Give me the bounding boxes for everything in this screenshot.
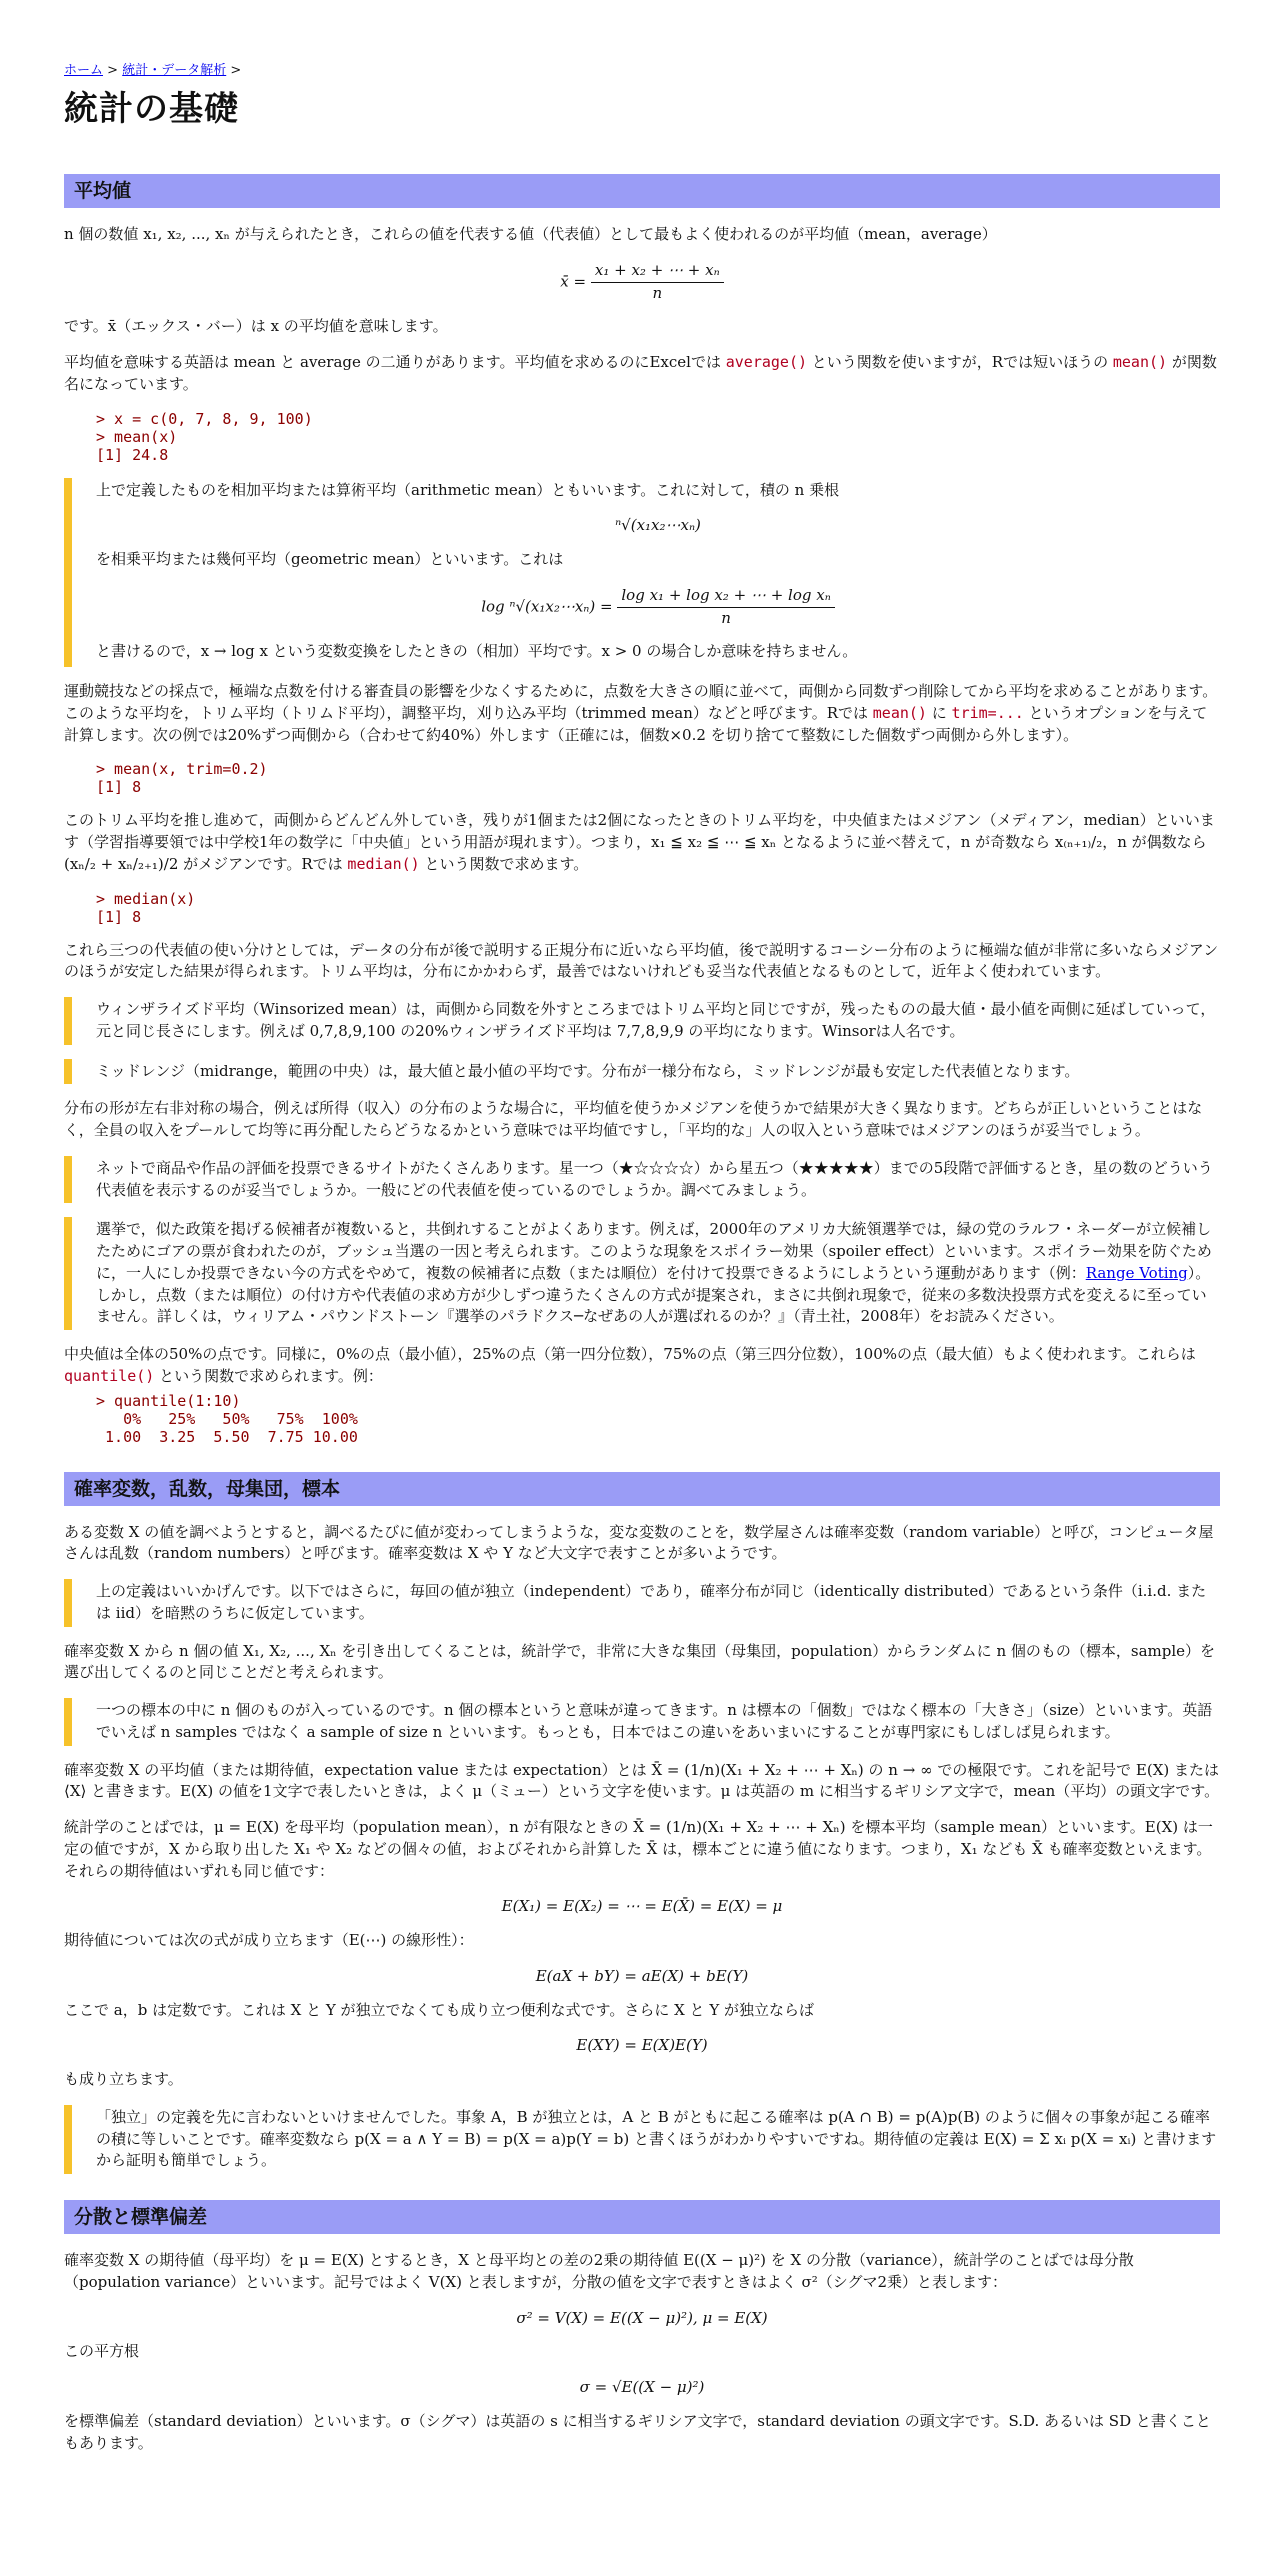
note-text: 上の定義はいいかげんです。以下ではさらに，毎回の値が独立（independent）であり，確率分布が同じ（identically distributed）であるという条件（i.i.d. または iid）を暗黙のうちに仮定しています。 bbox=[96, 1582, 1207, 1622]
code-block: > x = c(0, 7, 8, 9, 100) > mean(x) [1] 24.8 bbox=[96, 409, 313, 464]
range-voting-link[interactable]: Range Voting bbox=[1085, 1263, 1188, 1282]
breadcrumb-separator: > bbox=[230, 63, 242, 78]
paragraph: 中央値は全体の50%の点です。同様に，0%の点（最小値），25%の点（第一四分位数），75%の点（第三四分位数），100%の点（最大値）もよく使われます。これらは quantile() という関数で求められます。例： bbox=[64, 1345, 1196, 1385]
note-text: と書けるので，x → log x という変数変換をしたときの（相加）平均です。x > 0 の場合しか意味を持ちません。 bbox=[96, 642, 858, 661]
section-heading-variance: 分散と標準偏差 bbox=[64, 2200, 1220, 2234]
inline-code: median() bbox=[347, 854, 420, 873]
paragraph: 確率変数 X の期待値（母平均）を μ = E(X) とするとき，X と母平均との差の2乗の期待値 E((X − μ)²) を X の分散（variance），統計学のことばでは母分散（population variance）といいます。記号ではよく V(X) と表しますが，分散の値を文字で表すときはよく σ²（シグマ2乗）と表します： bbox=[64, 2251, 1134, 2291]
equation-standard-deviation: σ = √E((X − μ)²) bbox=[579, 2378, 705, 2397]
note-box bbox=[64, 1579, 1220, 1627]
note-text: 上で定義したものを相加平均または算術平均（arithmetic mean）ともいいます。これに対して，積の n 乗根 bbox=[96, 480, 840, 499]
note-text: 一つの標本の中に n 個のものが入っているのです。n 個の標本というと意味が違ってきます。n は標本の「個数」ではなく標本の「大きさ」（size）といいます。英語でいえば n samples ではなく a sample of size n といいます。もっとも，日本ではこの違いをあいまいにすることが専門家にもしばしば見られます。 bbox=[96, 1701, 1213, 1741]
paragraph: 分布の形が左右非対称の場合，例えば所得（収入）の分布のような場合に，平均値を使うかメジアンを使うかで結果が大きく異なります。どちらが正しいということはなく，全員の収入をプールして均等に再分配したらどうなるかという意味では平均値ですし，「平均的な」人の収入という意味ではメジアンのほうが妥当でしょう。 bbox=[64, 1099, 1203, 1140]
page-title: 統計の基礎 bbox=[64, 88, 239, 129]
paragraph: 期待値については次の式が成り立ちます（E(⋯) の線形性）： bbox=[64, 1931, 474, 1950]
note-box bbox=[64, 1059, 1220, 1085]
note-box bbox=[64, 1698, 1220, 1746]
paragraph: 運動競技などの採点で，極端な点数を付ける審査員の影響を少なくするために，点数を大きさの順に並べて，両側から同数ずつ削除してから平均を求めることがあります。このような平均を，トリム平均（トリムド平均），調整平均，刈り込み平均（trimmed mean）などと呼びます。Rでは mean() に trim=... というオプションを与えて計算します。次の例では20%ずつ両側から（合わせて約40%）外します（正確には，個数×0.2 を切り捨てて整数にした個数ずつ両側から外します）。 bbox=[64, 682, 1218, 744]
code-block: > quantile(1:10) 0% 25% 50% 75% 100% 1.00 3.25 5.50 7.75 10.00 bbox=[96, 1391, 358, 1446]
equation-linearity: E(aX + bY) = aE(X) + bE(Y) bbox=[535, 1966, 749, 1985]
paragraph: も成り立ちます。 bbox=[64, 2070, 183, 2089]
note-text: を相乗平均または幾何平均（geometric mean）といいます。これは bbox=[96, 550, 564, 569]
note-box bbox=[64, 1156, 1220, 1204]
note-box bbox=[64, 997, 1220, 1045]
paragraph: ある変数 X の値を調べようとすると，調べるたびに値が変わってしまうような，変な変数のことを，数学屋さんは確率変数（random variable）と呼び，コンピュータ屋さんは乱数（random numbers）と呼びます。確率変数は X や Y など大文字で表すことが多いようです。 bbox=[64, 1522, 1214, 1563]
paragraph: 統計学のことばでは，μ = E(X) を母平均（population mean），n が有限なときの X̄ = (1/n)(X₁ + X₂ + ⋯ + Xₙ) を標本平均（sample mean）といいます。E(X) は一定の値ですが，X から取り出した X₁ や X₂ などの個々の値，およびそれから計算した X̄ は，標本ごとに違う値になります。つまり，X₁ なども X̄ も確率変数といえます。それらの期待値はいずれも同じ値です： bbox=[64, 1818, 1213, 1880]
paragraph: ここで a，b は定数です。これは X と Y が独立でなくても成り立つ便利な式です。さらに X と Y が独立ならば bbox=[64, 2000, 814, 2019]
paragraph: これら三つの代表値の使い分けとしては，データの分布が後で説明する正規分布に近いなら平均値，後で説明するコーシー分布のように極端な値が非常に多いならメジアンのほうが安定した結果が得られます。トリム平均は，分布にかかわらず，最善ではないけれども妥当な代表値となるものとして，近年よく使われています。 bbox=[64, 940, 1219, 981]
equation-geometric-root: ⁿ√(x₁x₂⋯xₙ) bbox=[615, 516, 701, 535]
breadcrumb-separator: > bbox=[107, 63, 119, 78]
note-text: ネットで商品や作品の評価を投票できるサイトがたくさんあります。星一つ（★☆☆☆☆）から星五つ（★★★★★）までの5段階で評価するとき，星の数のどういう代表値を表示するのが妥当でしょうか。一般にどの代表値を使っているのでしょうか。調べてみましょう。 bbox=[96, 1158, 1213, 1199]
section-heading-random-variables: 確率変数，乱数，母集団，標本 bbox=[64, 1472, 1220, 1506]
paragraph: です。x̄（エックス・バー）は x の平均値を意味します。 bbox=[64, 317, 448, 336]
note-text: ）。しかし，点数（または順位）の付け方や代表値の求め方が少しずつ違うたくさんの方式が提案され，まさに共倒れ現象で，従来の多数決投票方式を変えるに至っていません。詳しくは，ウィリアム・パウンドストーン『選挙のパラドクス─なぜあの人が選ばれるのか？』（青土社，2008年）をお読みください。 bbox=[96, 1263, 1211, 1326]
note-text: 選挙で，似た政策を掲げる候補者が複数いると，共倒れすることがよくあります。例えば，2000年のアメリカ大統領選挙では，緑の党のラルフ・ネーダーが立候補したためにゴアの票が食われたのが，ブッシュ当選の一因と考えられます。このような現象をスポイラー効果（spoiler effect）といいます。スポイラー効果を防ぐために，一人にしか投票できない今の方式をやめて，複数の候補者に点数（または順位）を付けて投票できるようにしようという運動があります（例： bbox=[96, 1220, 1212, 1282]
note-text: ウィンザライズド平均（Winsorized mean）は，両側から同数を外すところまではトリム平均と同じですが，残ったものの最大値・最小値を両側に延ばしていって，元と同じ長さにします。例えば 0,7,8,9,100 の20%ウィンザライズド平均は 7,7,8,9,9 の平均になります。Winsorは人名です。 bbox=[96, 1000, 1216, 1040]
inline-code: mean() bbox=[1112, 353, 1168, 372]
code-block: > median(x) [1] 8 bbox=[96, 889, 196, 926]
breadcrumb-home-link[interactable]: ホーム bbox=[64, 63, 104, 78]
note-box bbox=[64, 1217, 1220, 1330]
note-box bbox=[64, 2105, 1220, 2174]
paragraph: 確率変数 X から n 個の値 X₁, X₂, ..., Xₙ を引き出してくることは，統計学で，非常に大きな集団（母集団，population）からランダムに n 個のもの（標本，sample）を選び出してくるのと同じことだと考えられます。 bbox=[64, 1641, 1216, 1682]
equation-mean-definition: x̄ = $\frac{\text{x₁ + x₂ + ⋯ + xₙ}}{n}$ bbox=[64, 260, 1220, 305]
paragraph: このトリム平均を推し進めて，両側からどんどん外していき，残りが1個または2個になったときのトリム平均を，中央値またはメジアン（メディアン，median）といいます（学習指導要領では中学校1年の数学に「中央値」という用語が現れます）。つまり，x₁ ≦ x₂ ≦ ⋯ ≦ xₙ となるように並べ替えて，n が奇数なら x₍ₙ₊₁₎/₂，n が偶数なら (xₙ/₂ + xₙ/₂₊₁)/2 がメジアンです。Rでは median() という関数で求めます。 bbox=[64, 811, 1215, 873]
paragraph: n 個の数値 x₁, x₂, ..., xₙ が与えられたとき，これらの値を代表する値（代表値）として最もよく使われるのが平均値（mean，average） bbox=[64, 225, 997, 244]
breadcrumb-section-link[interactable]: 統計・データ解析 bbox=[122, 63, 227, 78]
note-text: ミッドレンジ（midrange，範囲の中央）は，最大値と最小値の平均です。分布が一様分布なら，ミッドレンジが最も安定した代表値となります。 bbox=[96, 1061, 1080, 1080]
breadcrumb bbox=[64, 62, 1220, 81]
equation-variance-definition: σ² = V(X) = E((X − μ)²), μ = E(X) bbox=[516, 2308, 768, 2327]
paragraph: この平方根 bbox=[64, 2342, 140, 2361]
paragraph: 確率変数 X の平均値（または期待値，expectation value または expectation）とは X̄ = (1/n)(X₁ + X₂ + ⋯ + Xₙ) の n → ∞ での極限です。これを記号で E(X) または ⟨X⟩ と書きます。E(X) の値を1文字で表したいときは，よく μ（ミュー）という文字を使います。μ は英語の m に相当するギリシア文字で，mean（平均）の頭文字です。 bbox=[64, 1760, 1220, 1801]
equation-independence-product: E(XY) = E(X)E(Y) bbox=[576, 2036, 708, 2055]
equation-expectation-equality: E(X₁) = E(X₂) = ⋯ = E(X̄) = E(X) = μ bbox=[501, 1897, 783, 1916]
equation-log-geometric: log ⁿ√(x₁x₂⋯xₙ) = $\frac{\text{log x₁ + log x₂ + ⋯ + log xₙ}}{n}$ bbox=[96, 585, 1220, 630]
paragraph: 平均値を意味する英語は mean と average の二通りがあります。平均値を求めるのにExcelでは average() という関数を使いますが，Rでは短いほうの mean() が関数名になっています。 bbox=[64, 353, 1217, 393]
inline-code: quantile() bbox=[64, 1366, 155, 1385]
section-heading-mean: 平均値 bbox=[64, 174, 1220, 208]
inline-code: trim=... bbox=[951, 703, 1024, 722]
note-text: 「独立」の定義を先に言わないといけませんでした。事象 A，B が独立とは，A と B がともに起こる確率は p(A ∩ B) = p(A)p(B) のように個々の事象が起こる確率の積に等しいことです。確率変数なら p(X = a ∧ Y = B) = p(X = a)p(Y = b) と書くほうがわかりやすいですね。期待値の定義は E(X) = Σ xᵢ p(X = xᵢ) と書けますから証明も簡単でしょう。 bbox=[96, 2107, 1217, 2170]
inline-code: average() bbox=[725, 353, 808, 372]
paragraph: を標準偏差（standard deviation）といいます。σ（シグマ）は英語の s に相当するギリシア文字で，standard deviation の頭文字です。S.D. あるいは SD と書くこともあります。 bbox=[64, 2411, 1211, 2452]
note-box bbox=[64, 478, 1220, 668]
inline-code: mean() bbox=[872, 703, 927, 722]
code-block: > mean(x, trim=0.2) [1] 8 bbox=[96, 760, 268, 797]
